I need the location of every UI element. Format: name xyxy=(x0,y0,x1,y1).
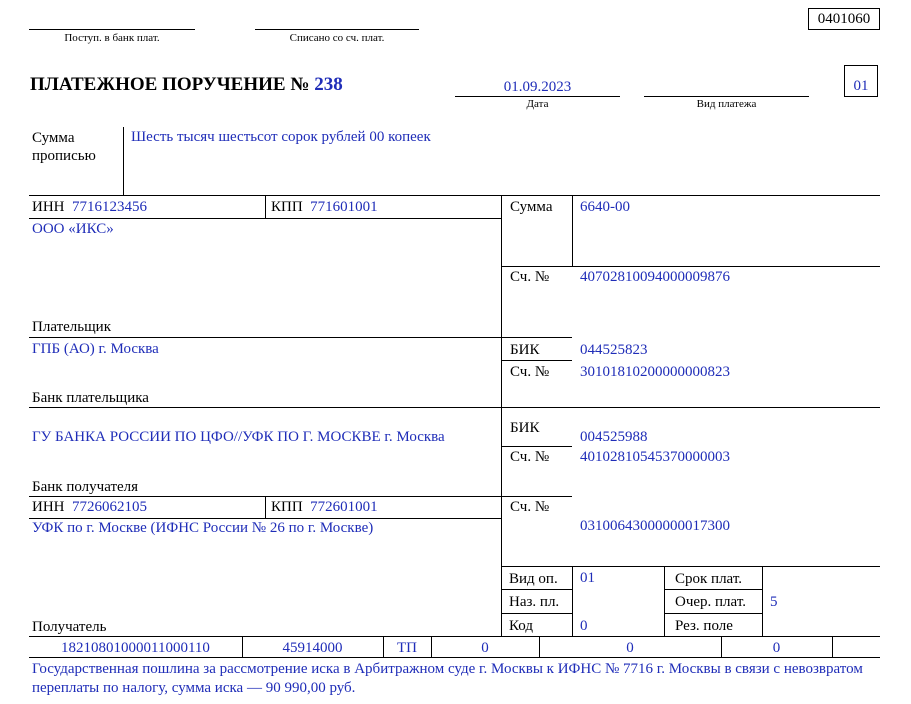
grid-line-tax-bottom xyxy=(29,657,880,658)
recipient-name: УФК по г. Москве (ИФНС России № 26 по г. Москве) xyxy=(32,520,374,536)
grid-vline-op-mid xyxy=(664,566,665,636)
recipient-bank-account-value: 40102810545370000003 xyxy=(580,449,730,465)
grid-vline-kpp-payer xyxy=(265,195,266,218)
date-value: 01.09.2023 xyxy=(503,79,572,95)
tax-doc-date: 0 xyxy=(772,640,781,656)
payer-label: Плательщик xyxy=(32,319,111,335)
op-type-label: Вид оп. xyxy=(509,571,558,587)
op-reserve-label: Рез. поле xyxy=(675,618,733,634)
page-title: ПЛАТЕЖНОЕ ПОРУЧЕНИЕ № 238 xyxy=(30,74,343,95)
recipient-bank-name: ГУ БАНКА РОССИИ ПО ЦФО//УФК ПО Г. МОСКВЕ г. Москва xyxy=(32,429,445,445)
bank-received-line xyxy=(29,29,195,30)
payer-bank-bik-label: БИК xyxy=(510,342,540,358)
payer-account-value: 40702810094000009876 xyxy=(580,269,730,285)
op-type-value: 01 xyxy=(580,570,595,586)
grid-line-payer-bank-bottom xyxy=(29,407,880,408)
payer-name: ООО «ИКС» xyxy=(32,221,114,237)
payment-type-line xyxy=(644,96,809,97)
amount-words-value: Шесть тысяч шестьсот сорок рублей 00 копеек xyxy=(131,129,431,145)
grid-line-op-mid2b xyxy=(664,613,762,614)
grid-vline-right xyxy=(572,195,573,267)
tax-kbk: 18210801000011000110 xyxy=(61,640,210,656)
op-priority-value: 5 xyxy=(770,594,778,610)
amount-label: Сумма xyxy=(510,199,553,215)
grid-line-amount-right xyxy=(572,266,880,267)
grid-line-tax-top xyxy=(29,636,880,637)
grid-line-acc-mid xyxy=(501,266,572,267)
written-off-line xyxy=(255,29,419,30)
recipient-label: Получатель xyxy=(32,619,107,635)
recipient-bank-bik-label: БИК xyxy=(510,420,540,436)
payer-kpp: КПП 771601001 xyxy=(271,199,378,215)
op-purpose-label: Наз. пл. xyxy=(509,594,560,610)
op-deadline-label: Срок плат. xyxy=(675,571,743,587)
date-line xyxy=(455,96,620,97)
recipient-bank-bik-value: 004525988 xyxy=(580,429,648,445)
tax-doc-number: 0 xyxy=(626,640,634,656)
bank-received-label: Поступ. в банк плат. xyxy=(64,32,160,44)
payer-bank-account-label: Сч. № xyxy=(510,364,550,380)
tax-vline-6 xyxy=(832,636,833,657)
grid-vline-op-right xyxy=(762,566,763,636)
op-code-label: Код xyxy=(509,618,533,634)
order-number: 238 xyxy=(314,74,343,95)
op-code-value: 0 xyxy=(580,618,588,634)
grid-vline-center xyxy=(501,195,502,636)
recipient-account-value: 03100643000000017300 xyxy=(580,518,730,534)
grid-line-inn-payer xyxy=(29,218,501,219)
date-label: Дата xyxy=(526,98,549,110)
amount-value: 6640-00 xyxy=(580,199,630,215)
grid-line-op-mid2 xyxy=(501,613,572,614)
payer-bank-account-value: 30101810200000000823 xyxy=(580,364,730,380)
tax-basis: ТП xyxy=(397,640,417,656)
amount-words-label: Сумма прописью xyxy=(32,130,96,164)
recipient-kpp: КПП 772601001 xyxy=(271,499,378,515)
written-off-label: Списано со сч. плат. xyxy=(289,32,385,44)
payer-bank-label: Банк плательщика xyxy=(32,390,149,406)
recipient-bank-account-label: Сч. № xyxy=(510,449,550,465)
op-priority-label: Очер. плат. xyxy=(675,594,746,610)
status-code-box: 01 xyxy=(844,65,878,97)
grid-line-top xyxy=(29,195,880,196)
grid-line-op-top xyxy=(501,566,880,567)
payment-type-label: Вид платежа xyxy=(696,98,757,110)
grid-line-op-mid1 xyxy=(501,589,572,590)
payer-inn: ИНН 7716123456 xyxy=(32,199,147,215)
grid-line-op-mid1b xyxy=(664,589,762,590)
grid-line-recipient-bank-bottom xyxy=(29,496,572,497)
recipient-account-label: Сч. № xyxy=(510,499,550,515)
recipient-inn: ИНН 7726062105 xyxy=(32,499,147,515)
grid-line-inn-recipient xyxy=(29,518,501,519)
payer-account-label: Сч. № xyxy=(510,269,550,285)
grid-line-bik1-bottom xyxy=(501,360,572,361)
amount-words-divider xyxy=(123,127,124,195)
payer-bank-name: ГПБ (АО) г. Москва xyxy=(32,341,159,357)
recipient-bank-label: Банк получателя xyxy=(32,479,139,495)
form-code: 0401060 xyxy=(808,8,880,30)
tax-period: 0 xyxy=(481,640,489,656)
payment-purpose: Государственная пошлина за рассмотрение иска в Арбитражном суде г. Москвы к ИФНС № 7716 г. Москвы в связи с невозвратом переплаты по налогу, сумма иска — 90 990,00 руб. xyxy=(32,661,863,696)
tax-oktmo: 45914000 xyxy=(282,640,343,656)
grid-vline-kpp-recipient xyxy=(265,496,266,518)
grid-line-payer-bottom xyxy=(29,337,572,338)
payer-bank-bik-value: 044525823 xyxy=(580,342,648,358)
grid-line-bik2-bottom xyxy=(501,446,572,447)
grid-vline-right2 xyxy=(572,566,573,636)
